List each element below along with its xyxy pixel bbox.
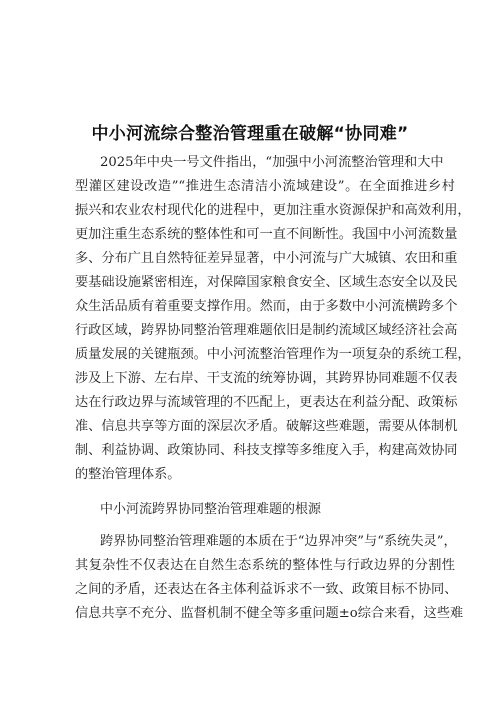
paragraph-line: 型灌区建设改造”“推进生态清洁小流域建设”。在全面推进乡村 xyxy=(75,179,455,194)
paragraph-line: 之间的矛盾，还表达在各主体利益诉求不一致、政策目标不协同、 xyxy=(75,582,458,597)
paragraph-line: 要基础设施紧密相连，对保障国家粮食安全、区域生态安全以及民 xyxy=(75,275,458,290)
paragraph-line: 质量发展的关键瓶颈。中小河流整治管理作为一项复杂的系统工程， xyxy=(75,347,471,362)
paragraph-line: 行政区域，跨界协同整治管理难题依旧是制约流域区域经济社会高 xyxy=(75,323,458,338)
paragraph-line: 2025年中央一号文件指出，“加强中小河流整治管理和大中 xyxy=(100,155,444,170)
paragraph-line: 振兴和农业农村现代化的进程中，更加注重水资源保护和高效利用， xyxy=(75,203,471,218)
paragraph-line: 更加注重生态系统的整体性和可一直不间断性。我国中小河流数量 xyxy=(75,227,458,242)
section-heading: 中小河流跨界协同整治管理难题的根源 xyxy=(100,502,322,517)
paragraph-line: 达在行政边界与流域管理的不匹配上，更表达在利益分配、政策标 xyxy=(75,395,458,410)
paragraph-line: 跨界协同整治管理难题的本质在于“边界冲突”与“系统失灵”， xyxy=(100,534,457,549)
paragraph-line: 多、分布广且自然特征差异显著，中小河流与广大城镇、农田和重 xyxy=(75,251,458,266)
paragraph-line: 涉及上下游、左右岸、干支流的统筹协调，其跨界协同难题不仅表 xyxy=(75,371,458,386)
paragraph-line: 的整治管理体系。 xyxy=(75,467,181,482)
document-title: 中小河流综合整治管理重在破解“协同难” xyxy=(91,124,409,144)
paragraph-line: 制、利益协调、政策协同、科技支撑等多维度入手，构建高效协同 xyxy=(75,443,458,458)
paragraph-line: 其复杂性不仅表达在自然生态系统的整体性与行政边界的分割性 xyxy=(75,558,455,573)
paragraph-line: 众生活品质有着重要支撑作用。然而，由于多数中小河流横跨多个 xyxy=(75,299,458,314)
paragraph-line: 信息共享不充分、监督机制不健全等多重问题±o综合来看，这些难 xyxy=(75,606,464,621)
paragraph-line: 准、信息共享等方面的深层次矛盾。破解这些难题，需要从体制机 xyxy=(75,419,458,434)
